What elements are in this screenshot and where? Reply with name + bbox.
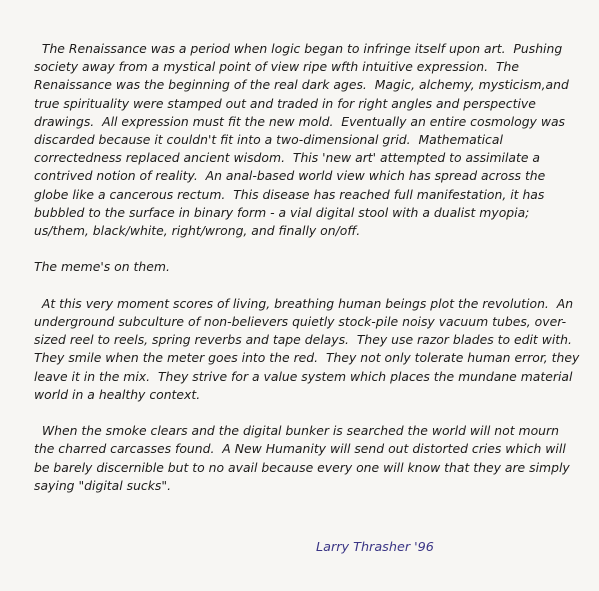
paragraph-smoke-clears: [34, 422, 570, 495]
text-line: They smile when the meter goes into the red. They not only tolerate human error, they: [34, 350, 580, 366]
text-line: contrived notion of reality. An anal-based world view which has spread across the: [34, 168, 546, 184]
text-line: discarded because it couldn't fit into a two-dimensional grid. Mathematical: [34, 132, 503, 148]
text-line: bubbled to the surface in binary form - a vial digital stool with a dualist myopia;: [34, 204, 530, 220]
paragraph-meme: [34, 258, 565, 276]
text-line: society away from a mystical point of view ripe wfth intuitive expression. The: [34, 59, 519, 75]
paragraph-renaissance: [34, 40, 569, 240]
text-line: saying "digital sucks".: [34, 477, 172, 493]
text-line: When the smoke clears and the digital bunker is searched the world will not mourn: [34, 423, 559, 439]
text-line: At this very moment scores of living, breathing human beings plot the revolution. An: [34, 295, 574, 311]
text-line: sized reel to reels, spring reverbs and tape delays. They use razor blades to edit with.: [34, 332, 572, 348]
text-line: true spirituality were stamped out and traded in for right angles and perspective: [34, 95, 536, 111]
text-line: us/them, black/white, right/wrong, and finally on/off.: [34, 223, 361, 239]
text-line: The Renaissance was a period when logic began to infringe itself upon art. Pushing: [34, 41, 563, 56]
text-line: The meme's on them.: [34, 259, 170, 275]
text-line: Renaissance was the beginning of the real dark ages. Magic, alchemy, mysticism,and: [34, 77, 569, 93]
text-line: leave it in the mix. They strive for a value system which places the mundane material: [34, 368, 573, 384]
author-signature: Larry Thrasher '96: [316, 540, 434, 555]
text-line: the charred carcasses found. A New Humanity will send out distorted cries which will: [34, 441, 566, 457]
text-line: world in a healthy context.: [34, 386, 201, 402]
text-line: be barely discernible but to no avail because every one will know that they are simply: [34, 459, 570, 475]
paragraph-revolution: [34, 295, 580, 404]
text-line: globe like a cancerous rectum. This disease has reached full manifestation, it has: [34, 186, 545, 202]
text-line: correctedness replaced ancient wisdom. This 'new art' attempted to assimilate a: [34, 150, 541, 166]
text-line: drawings. All expression must fit the new mold. Eventually an entire cosmology was: [34, 113, 566, 129]
text-line: underground subculture of non-believers quietly stock-pile noisy vacuum tubes, over-: [34, 314, 567, 330]
